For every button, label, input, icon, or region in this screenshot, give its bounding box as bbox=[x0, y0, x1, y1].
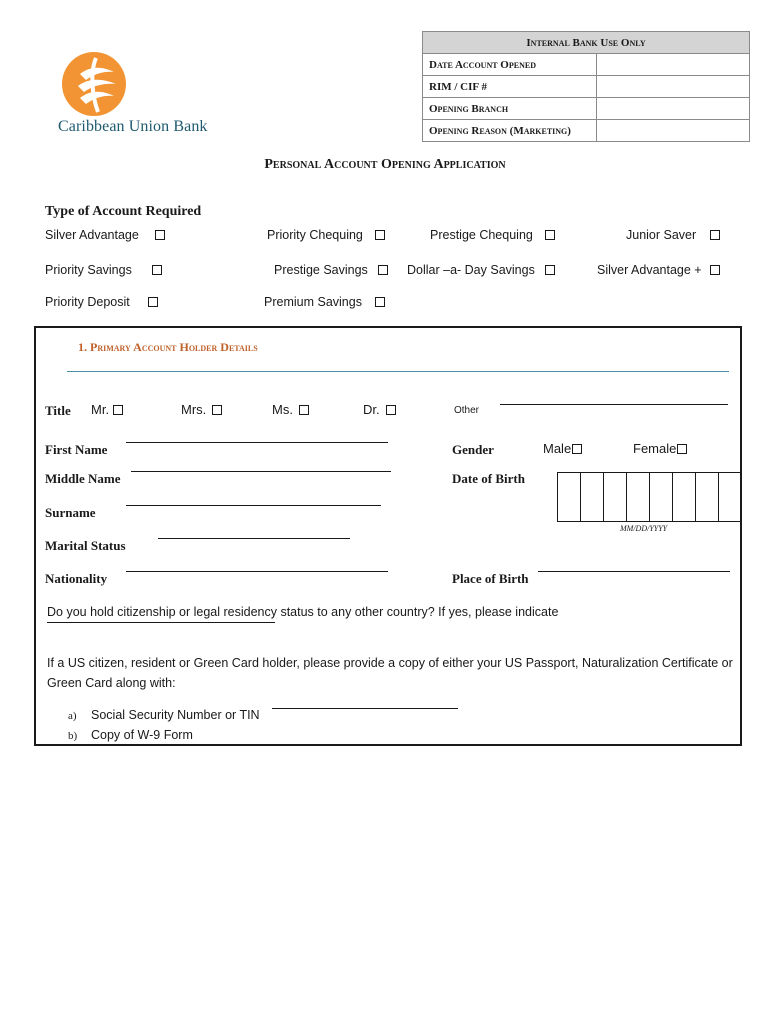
title-mr[interactable] bbox=[91, 402, 123, 417]
place-of-birth-field[interactable] bbox=[538, 571, 730, 572]
dob-format-hint: MM/DD/YYYY bbox=[620, 524, 668, 533]
rim-cif-label: RIM / CIF # bbox=[423, 76, 597, 98]
opening-reason-label: Opening Reason (Marketing) bbox=[423, 120, 597, 142]
option-label: Dr. bbox=[363, 402, 380, 417]
section-divider bbox=[67, 371, 729, 372]
option-junior-saver[interactable] bbox=[626, 228, 720, 242]
opening-reason-field[interactable] bbox=[597, 120, 750, 142]
dob-cell[interactable] bbox=[627, 473, 650, 521]
checkbox[interactable] bbox=[113, 405, 123, 415]
other-label: Other bbox=[454, 405, 480, 416]
option-prestige-savings[interactable] bbox=[274, 263, 388, 277]
nationality-label: Nationality bbox=[45, 571, 108, 586]
opening-branch-field[interactable] bbox=[597, 98, 750, 120]
dob-cell[interactable] bbox=[673, 473, 696, 521]
checkbox[interactable] bbox=[378, 265, 388, 275]
option-label: Silver Advantage + bbox=[597, 263, 702, 277]
list-marker: b) bbox=[68, 730, 78, 742]
checkbox[interactable] bbox=[152, 265, 162, 275]
opening-branch-label: Opening Branch bbox=[423, 98, 597, 120]
date-account-opened-label: Date Account Opened bbox=[423, 54, 597, 76]
title-label: Title bbox=[45, 403, 71, 418]
citizenship-field[interactable] bbox=[47, 622, 275, 623]
option-prestige-chequing[interactable] bbox=[430, 228, 555, 242]
dob-cell[interactable] bbox=[581, 473, 604, 521]
checkbox[interactable] bbox=[299, 405, 309, 415]
option-priority-chequing[interactable] bbox=[267, 228, 385, 242]
checkbox[interactable] bbox=[710, 265, 720, 275]
citizenship-question: Do you hold citizenship or legal residency status to any other country? If yes, please indicate bbox=[47, 605, 559, 619]
option-label: Male bbox=[543, 441, 572, 456]
option-label: Priority Deposit bbox=[45, 295, 130, 309]
first-name-field[interactable] bbox=[126, 442, 388, 443]
checkbox[interactable] bbox=[572, 444, 582, 454]
option-label: Mr. bbox=[91, 402, 110, 417]
checkbox[interactable] bbox=[375, 230, 385, 240]
dob-field[interactable] bbox=[557, 472, 742, 522]
gender-male[interactable] bbox=[543, 441, 582, 456]
checkbox[interactable] bbox=[677, 444, 687, 454]
surname-label: Surname bbox=[45, 505, 96, 520]
option-label: Priority Chequing bbox=[267, 228, 363, 242]
rim-cif-field[interactable] bbox=[597, 76, 750, 98]
middle-name-field[interactable] bbox=[131, 471, 391, 472]
option-silver-advantage-plus[interactable] bbox=[597, 263, 720, 277]
checkbox[interactable] bbox=[545, 265, 555, 275]
internal-use-table bbox=[422, 31, 750, 142]
bank-name: Caribbean Union Bank bbox=[58, 118, 208, 135]
nationality-field[interactable] bbox=[126, 571, 388, 572]
option-label: Prestige Chequing bbox=[430, 228, 533, 242]
dob-cell[interactable] bbox=[650, 473, 673, 521]
dob-cell[interactable] bbox=[719, 473, 741, 521]
option-silver-advantage[interactable] bbox=[45, 228, 165, 242]
option-label: Female bbox=[633, 441, 677, 456]
option-label: Ms. bbox=[272, 402, 293, 417]
marital-status-field[interactable] bbox=[158, 538, 350, 539]
checkbox[interactable] bbox=[386, 405, 396, 415]
surname-field[interactable] bbox=[126, 505, 381, 506]
title-dr[interactable] bbox=[363, 402, 396, 417]
option-priority-savings[interactable] bbox=[45, 263, 162, 277]
date-account-opened-field[interactable] bbox=[597, 54, 750, 76]
title-ms[interactable] bbox=[272, 402, 309, 417]
cub-flame-logo-icon bbox=[56, 52, 146, 122]
option-label: Mrs. bbox=[181, 402, 207, 417]
option-priority-deposit[interactable] bbox=[45, 295, 158, 309]
option-label: Premium Savings bbox=[264, 295, 362, 309]
checkbox[interactable] bbox=[710, 230, 720, 240]
ssn-field[interactable] bbox=[272, 708, 458, 709]
checkbox[interactable] bbox=[212, 405, 222, 415]
dob-label: Date of Birth bbox=[452, 471, 525, 486]
middle-name-label: Middle Name bbox=[45, 471, 121, 486]
option-label: Prestige Savings bbox=[274, 263, 368, 277]
account-type-heading: Type of Account Required bbox=[45, 204, 202, 219]
page-title: Personal Account Opening Application bbox=[264, 157, 506, 172]
section-heading: 1. Primary Account Holder Details bbox=[78, 340, 258, 354]
option-label: Dollar –a- Day Savings bbox=[407, 263, 535, 277]
option-dollar-a-day-savings[interactable] bbox=[407, 263, 555, 277]
checkbox[interactable] bbox=[375, 297, 385, 307]
gender-label: Gender bbox=[452, 442, 494, 457]
dob-cell[interactable] bbox=[604, 473, 627, 521]
place-of-birth-label: Place of Birth bbox=[452, 571, 529, 586]
checkbox[interactable] bbox=[155, 230, 165, 240]
option-label: Silver Advantage bbox=[45, 228, 139, 242]
dob-cell[interactable] bbox=[696, 473, 719, 521]
checkbox[interactable] bbox=[148, 297, 158, 307]
checkbox[interactable] bbox=[545, 230, 555, 240]
us-citizen-note: If a US citizen, resident or Green Card holder, please provide a copy of either your US Passport, Naturalization Certificate or Green Card along with: bbox=[47, 656, 733, 690]
first-name-label: First Name bbox=[45, 442, 108, 457]
dob-cell[interactable] bbox=[558, 473, 581, 521]
list-marker: a) bbox=[68, 710, 77, 722]
ssn-label: Social Security Number or TIN bbox=[91, 708, 260, 722]
option-label: Priority Savings bbox=[45, 263, 132, 277]
title-mrs[interactable] bbox=[181, 402, 222, 417]
option-label: Junior Saver bbox=[626, 228, 697, 242]
marital-status-label: Marital Status bbox=[45, 538, 126, 553]
option-premium-savings[interactable] bbox=[264, 295, 385, 309]
w9-label: Copy of W-9 Form bbox=[91, 728, 193, 742]
internal-use-heading: Internal Bank Use Only bbox=[423, 32, 750, 54]
gender-female[interactable] bbox=[633, 441, 687, 456]
other-field[interactable] bbox=[500, 404, 728, 405]
